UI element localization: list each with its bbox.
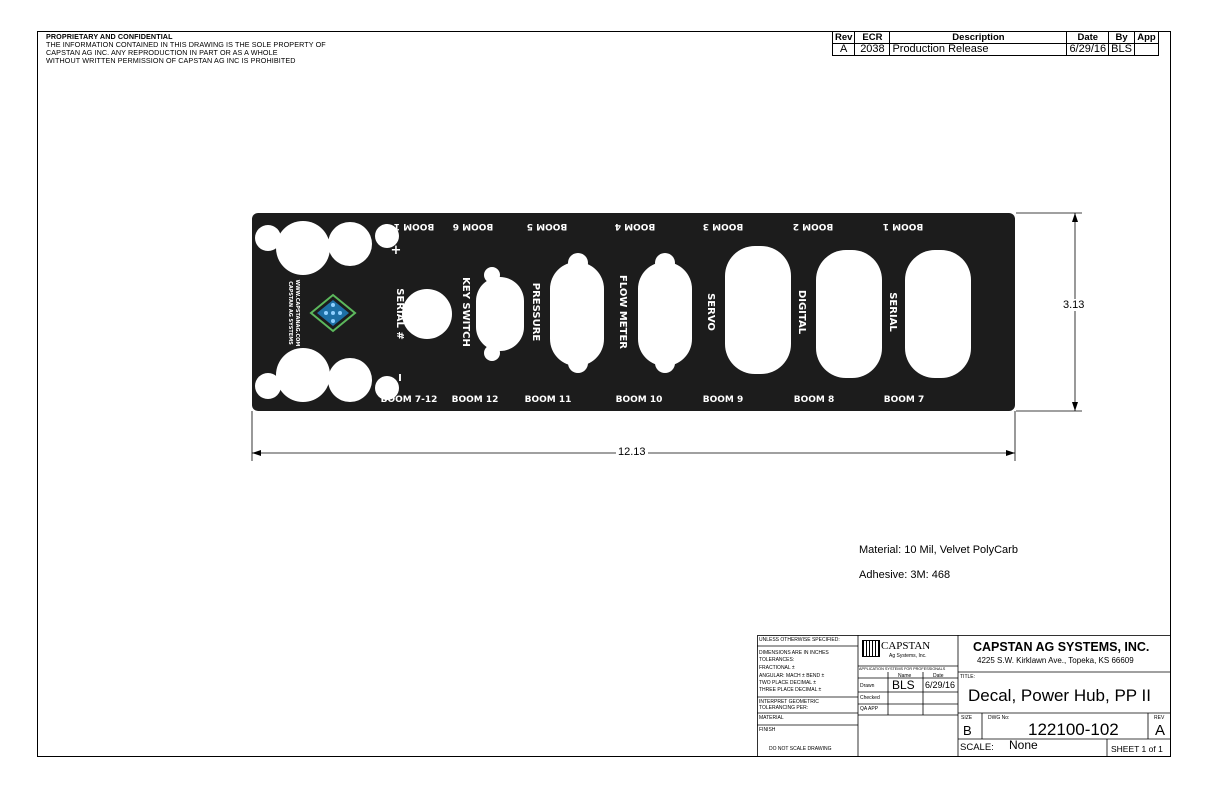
bottom-boom-label: BOOM 7-12 (380, 395, 438, 405)
connector-label: SERVO (705, 293, 716, 331)
height-dimension: 3.13 (1063, 299, 1085, 311)
logo-caption: CAPSTAN AG SYSTEMS (287, 281, 293, 345)
logo-caption: WWW.CAPSTANAG.COM (294, 279, 300, 347)
top-boom-label: BOOM 3 (702, 221, 744, 231)
finish-label: FINISH (759, 727, 776, 733)
bottom-boom-label: BOOM 10 (615, 395, 663, 405)
logo-tagline: APPLICATION SYSTEMS FOR PROFESSIONALS (859, 667, 946, 671)
revision-letter: A (1155, 722, 1166, 739)
material-label: MATERIAL (759, 715, 784, 721)
company-name: CAPSTAN AG SYSTEMS, INC. (973, 640, 1150, 654)
scale-label: SCALE: (960, 742, 994, 753)
date-header: Date (1067, 32, 1109, 44)
rev-label: REV (1154, 715, 1165, 721)
logo-subtitle: Ag Systems, Inc. (889, 653, 927, 659)
top-boom-label: BOOM 1-6 (383, 221, 435, 231)
description-header: Description (890, 32, 1067, 44)
ecr-cell: 2038 (855, 44, 890, 56)
top-boom-label: BOOM 6 (452, 221, 494, 231)
sheet-number: SHEET 1 of 1 (1111, 744, 1163, 754)
logo-name: CAPSTAN (881, 640, 931, 652)
tolerance-note: FRACTIONAL ± (759, 665, 795, 671)
top-boom-label: BOOM 4 (614, 221, 656, 231)
minus-symbol: I (398, 373, 402, 384)
tolerance-note: TOLERANCES: (759, 657, 795, 663)
arrowhead (1006, 450, 1015, 456)
drawing-title: Decal, Power Hub, PP II (968, 686, 1151, 705)
app-header: App (1134, 32, 1158, 44)
sheet-size: B (963, 723, 972, 738)
by-header: By (1109, 32, 1135, 44)
drawn-name: BLS (892, 678, 915, 692)
connector-label: SERIAL (887, 292, 898, 332)
arrowhead (252, 450, 261, 456)
title-label: TITLE: (960, 674, 976, 680)
bottom-boom-label: BOOM 8 (793, 395, 835, 405)
arrowhead (1072, 213, 1078, 222)
scale-value: None (1009, 738, 1038, 752)
decal-body (252, 213, 1015, 411)
connector-label: SERIAL # (394, 288, 405, 340)
title-block (757, 635, 1171, 757)
width-dimension: 12.13 (618, 446, 646, 458)
name-header: Name (898, 673, 912, 679)
notice-heading: PROPRIETARY AND CONFIDENTIAL (46, 32, 173, 41)
connector-label: FLOW METER (617, 275, 628, 349)
description-cell: Production Release (890, 44, 1067, 56)
bottom-boom-label: BOOM 7 (883, 395, 925, 405)
height-dimension-lines (1016, 213, 1082, 411)
connector-label: DIGITAL (796, 289, 807, 335)
tolerance-note: UNLESS OTHERWISE SPECIFIED: (759, 637, 840, 643)
bottom-boom-label: BOOM 9 (702, 395, 744, 405)
notice-line: WITHOUT WRITTEN PERMISSION OF CAPSTAN AG INC IS PROHIBITED (46, 56, 296, 65)
drawing-number: 122100-102 (1028, 720, 1119, 739)
top-boom-label: BOOM 2 (792, 221, 834, 231)
company-address: 4225 S.W. Kirklawn Ave., Topeka, KS 66609 (977, 656, 1134, 665)
dwg-no-label: DWG No: (988, 715, 1010, 721)
date-header: Date (933, 673, 944, 679)
ecr-header: ECR (855, 32, 890, 44)
checked-label: Checked (860, 695, 880, 701)
arrowhead (1072, 402, 1078, 411)
tolerance-note: INTERPRET GEOMETRIC (759, 699, 819, 705)
bottom-boom-label: BOOM 11 (524, 395, 572, 405)
tolerance-note: THREE PLACE DECIMAL ± (759, 687, 822, 693)
connector-label: KEY SWITCH (460, 277, 471, 347)
tolerance-note: DIMENSIONS ARE IN INCHES (759, 650, 829, 656)
top-boom-label: BOOM 1 (882, 221, 924, 231)
rev-cell: A (833, 44, 855, 56)
bottom-boom-label: BOOM 12 (451, 395, 499, 405)
material-note: Material: 10 Mil, Velvet PolyCarb (859, 544, 1018, 556)
adhesive-note: Adhesive: 3M: 468 (859, 569, 951, 581)
tolerance-note: TOLERANCING PER: (759, 705, 809, 711)
connector-label: PRESSURE (530, 282, 541, 342)
plus-symbol: + (390, 243, 402, 258)
size-label: SIZE (961, 715, 973, 721)
do-not-scale-note: DO NOT SCALE DRAWING (769, 746, 832, 752)
notice-line: CAPSTAN AG INC. ANY REPRODUCTION IN PART OR AS A WHOLE (46, 48, 278, 57)
top-boom-label: BOOM 5 (526, 221, 568, 231)
by-cell: BLS (1109, 44, 1135, 56)
notice-line: THE INFORMATION CONTAINED IN THIS DRAWING IS THE SOLE PROPERTY OF (46, 40, 326, 49)
drawn-date: 6/29/16 (925, 680, 956, 690)
qa-label: QA APP (860, 706, 879, 712)
tolerance-note: ANGULAR: MACH ± BEND ± (759, 673, 825, 679)
capstan-building-icon (862, 640, 880, 657)
rev-header: Rev (833, 32, 855, 44)
tolerance-note: TWO PLACE DECIMAL ± (759, 680, 817, 686)
drawn-label: Drawn (860, 683, 875, 689)
date-cell: 6/29/16 (1067, 44, 1109, 56)
